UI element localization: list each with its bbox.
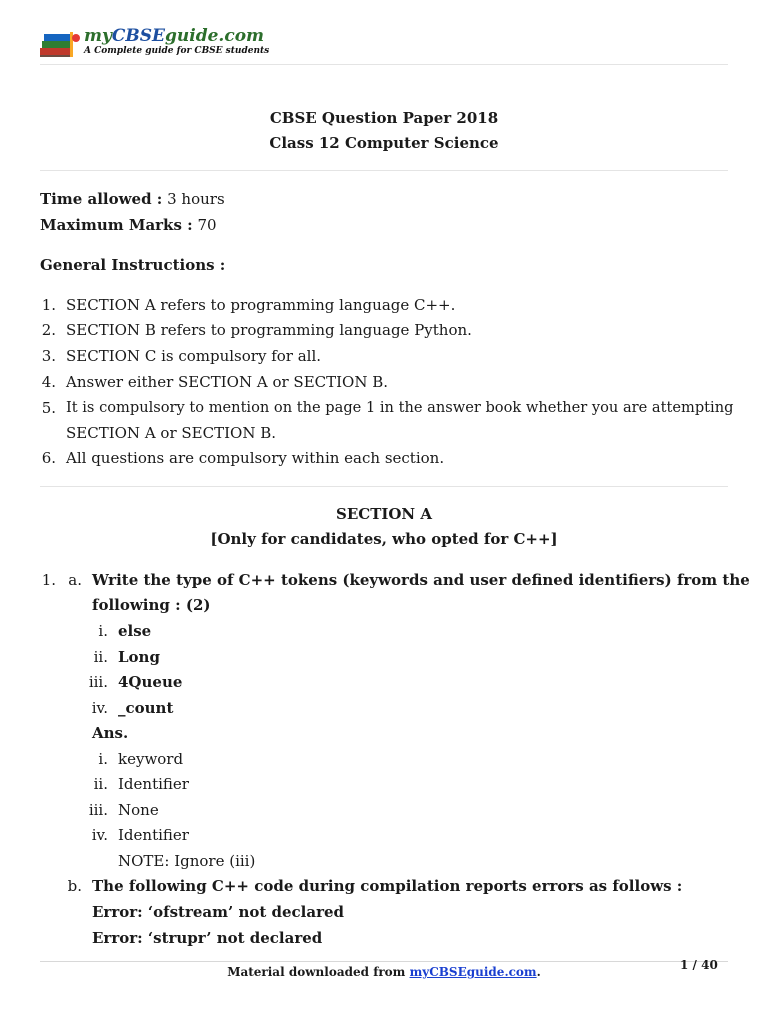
footer-suffix: . <box>536 965 541 979</box>
option-num: i. <box>98 622 108 640</box>
instruction-item: All questions are compulsory within each section. <box>66 449 445 467</box>
instruction-num: 6. <box>41 449 56 467</box>
option-num: iv. <box>91 699 108 717</box>
question-text-continuation: following : (2) <box>92 596 211 614</box>
instruction-item-continuation: SECTION A or SECTION B. <box>66 424 277 442</box>
section-subtitle: [Only for candidates, who opted for C++] <box>210 530 558 548</box>
instruction-num: 1. <box>41 296 56 314</box>
instruction-num: 5. <box>41 399 56 417</box>
part-label: a. <box>68 571 82 589</box>
paper-subtitle: Class 12 Computer Science <box>269 134 499 152</box>
instruction-item: SECTION A refers to programming language C++. <box>66 296 456 314</box>
error-line: Error: ‘ofstream’ not declared <box>92 903 345 921</box>
section-title: SECTION A <box>335 505 433 523</box>
time-label: Time allowed : <box>40 190 163 208</box>
answer-num: iii. <box>88 801 108 819</box>
answer-text: Identifier <box>118 826 189 844</box>
option-text: _count <box>118 699 174 717</box>
instruction-num: 4. <box>41 373 56 391</box>
answer-text: Identifier <box>118 775 189 793</box>
option-num: ii. <box>93 648 108 666</box>
books-icon <box>38 30 82 58</box>
option-text: else <box>118 622 152 640</box>
answer-num: iv. <box>91 826 108 844</box>
footer-link[interactable]: myCBSEguide.com <box>409 965 537 979</box>
option-text: 4Queue <box>118 673 183 691</box>
answer-text: keyword <box>118 750 184 768</box>
instruction-item: SECTION B refers to programming language Python. <box>66 321 472 339</box>
maximum-marks <box>40 215 217 235</box>
site-logo[interactable] <box>38 26 270 60</box>
answer-label: Ans. <box>92 724 129 742</box>
footer-prefix: Material downloaded from <box>227 965 410 979</box>
option-num: iii. <box>88 673 108 691</box>
instruction-num: 3. <box>41 347 56 365</box>
question-text: The following C++ code during compilation reports errors as follows : <box>92 877 683 895</box>
title-divider <box>40 170 728 171</box>
answer-text: None <box>118 801 159 819</box>
question-text: Write the type of C++ tokens (keywords and user defined identifiers) from the <box>92 571 750 589</box>
marks-label: Maximum Marks : <box>40 216 193 234</box>
instruction-item: SECTION C is compulsory for all. <box>66 347 322 365</box>
option-text: Long <box>118 648 160 666</box>
part-label: b. <box>67 877 82 895</box>
instruction-item: It is compulsory to mention on the page 1 in the answer book whether you are attempting <box>66 399 734 416</box>
question-number: 1. <box>41 571 56 589</box>
marks-value: 70 <box>197 216 217 234</box>
page-number: 1 / 40 <box>680 958 718 972</box>
time-allowed <box>40 189 225 209</box>
instruction-item: Answer either SECTION A or SECTION B. <box>66 373 389 391</box>
answer-num: ii. <box>93 775 108 793</box>
section-divider <box>40 486 728 487</box>
answer-num: i. <box>98 750 108 768</box>
header-divider <box>40 64 728 65</box>
time-value: 3 hours <box>167 190 225 208</box>
paper-title: CBSE Question Paper 2018 <box>269 109 499 127</box>
logo-wordmark: myCBSEguide.com <box>84 26 265 46</box>
footer-credit <box>0 962 768 982</box>
error-line: Error: ‘strupr’ not declared <box>92 929 323 947</box>
instructions-heading: General Instructions : <box>40 256 226 274</box>
answer-note: NOTE: Ignore (iii) <box>118 852 256 870</box>
instruction-num: 2. <box>41 321 56 339</box>
logo-tagline: A Complete guide for CBSE students <box>84 46 270 56</box>
